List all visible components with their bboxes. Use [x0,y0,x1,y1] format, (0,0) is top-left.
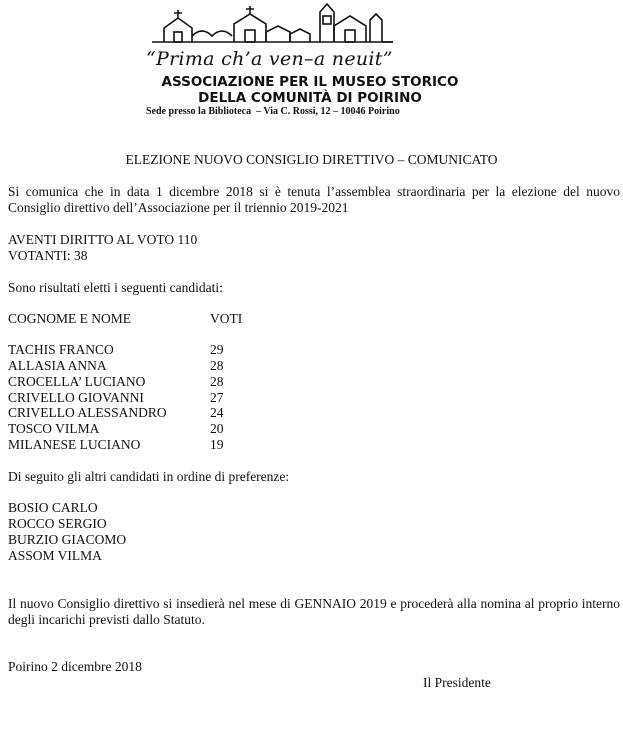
elected-votes: 28 [210,358,224,373]
elected-name: MILANESE LUCIANO [8,437,141,452]
signature-label: Il Presidente [423,675,491,690]
other-candidate: BURZIO GIACOMO [8,532,127,547]
elected-votes: 29 [210,342,224,357]
elected-intro: Sono risultati eletti i seguenti candidati: [8,280,223,295]
intro-paragraph: Si comunica che in data 1 dicembre 2018 si è tenuta l’assemblea straordinaria per la elezione del nuovo Consiglio direttivo dell’Associazione per il triennio 2019-2021 [8,184,620,215]
elected-name: TACHIS FRANCO [8,342,114,357]
other-candidate: BOSIO CARLO [8,500,98,515]
elected-name: CRIVELLO ALESSANDRO [8,405,167,420]
association-address: Sede presso la Biblioteca – Via C. Rossi, 12 – 10046 Poirino [146,106,400,117]
aventi-diritto: AVENTI DIRITTO AL VOTO 110 [8,232,198,247]
elected-votes: 28 [210,374,224,389]
place-date: Poirino 2 dicembre 2018 [8,659,142,674]
closing-paragraph: Il nuovo Consiglio direttivo si insedierà nel mese di GENNAIO 2019 e procederà alla nomina al proprio interno degli incarichi previsti dallo Statuto. [8,596,620,627]
elected-name: CROCELLA’ LUCIANO [8,374,146,389]
elected-votes: 27 [210,390,224,405]
elected-votes: 24 [210,405,224,420]
others-intro: Di seguito gli altri candidati in ordine di preferenze: [8,469,290,484]
column-header-name: COGNOME E NOME [8,311,131,326]
elected-name: CRIVELLO GIOVANNI [8,390,144,405]
votanti: VOTANTI: 38 [8,248,88,263]
column-header-votes: VOTI [210,311,243,326]
association-name-line1: ASSOCIAZIONE PER IL MUSEO STORICO [161,74,459,90]
association-motto: “Prima ch’a ven–a neuit” [146,48,393,70]
elected-name: TOSCO VILMA [8,421,100,436]
other-candidate: ASSOM VILMA [8,548,102,563]
other-candidate: ROCCO SERGIO [8,516,107,531]
association-name-line2: DELLA COMUNITÀ DI POIRINO [198,90,422,106]
museum-logo-skyline [150,2,395,52]
elected-name: ALLASIA ANNA [8,358,107,373]
document-title: ELEZIONE NUOVO CONSIGLIO DIRETTIVO – COMUNICATO [125,152,498,167]
elected-votes: 19 [210,437,224,452]
elected-votes: 20 [210,421,224,436]
